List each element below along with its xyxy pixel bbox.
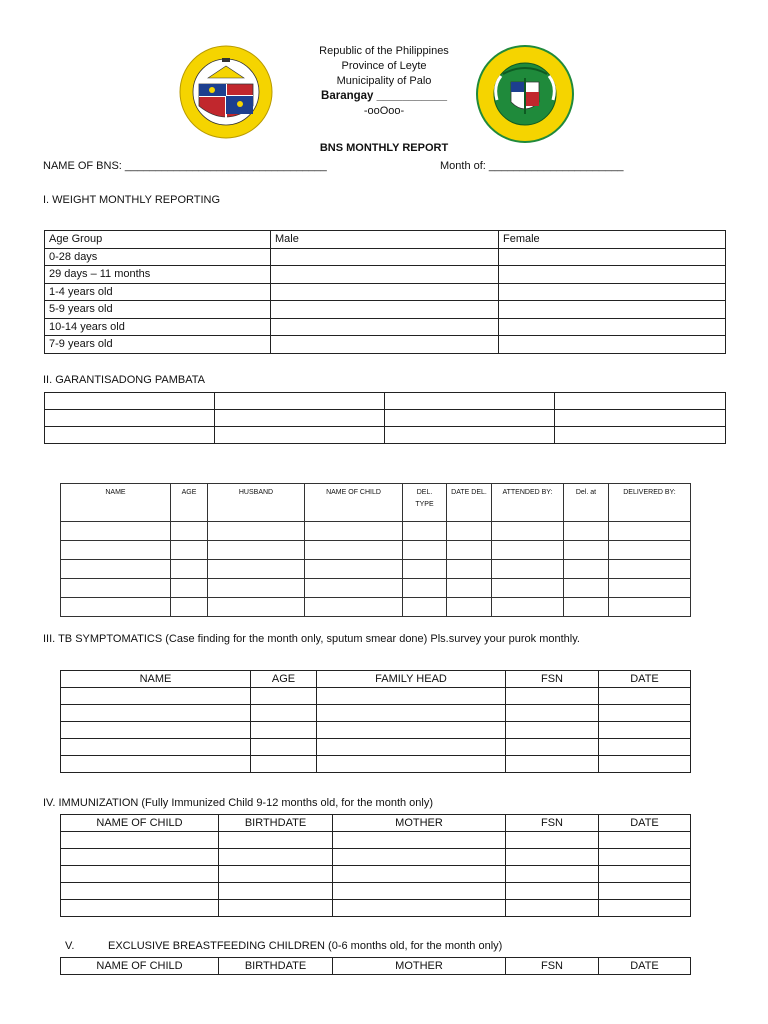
input-cell[interactable] — [61, 739, 251, 756]
input-cell[interactable] — [499, 336, 726, 354]
table-row — [61, 560, 691, 579]
section-5-number: V. — [65, 940, 75, 952]
input-cell[interactable] — [333, 866, 506, 883]
input-cell[interactable] — [271, 318, 499, 336]
input-cell[interactable] — [403, 598, 447, 617]
input-cell[interactable] — [251, 705, 317, 722]
header-ornament: -ooOoo- — [363, 105, 405, 117]
input-cell[interactable] — [251, 756, 317, 773]
input-cell[interactable] — [45, 427, 215, 444]
header-barangay: Barangay ___________ — [321, 90, 447, 102]
input-cell[interactable] — [333, 900, 506, 917]
input-cell[interactable] — [499, 266, 726, 284]
input-cell[interactable] — [251, 688, 317, 705]
table-row — [45, 283, 726, 301]
table-row — [61, 541, 691, 560]
input-cell[interactable] — [555, 410, 726, 427]
header-cell: ATTENDED BY: — [492, 484, 564, 522]
input-cell[interactable] — [403, 541, 447, 560]
header-cell: DATE — [599, 671, 691, 688]
age-group-cell: 5-9 years old — [45, 301, 271, 319]
table-row — [61, 522, 691, 541]
table-row — [61, 832, 691, 849]
name-of-bns-field[interactable]: NAME OF BNS: _________________________________ — [43, 160, 327, 172]
table-header-row — [61, 815, 691, 832]
table-row — [61, 722, 691, 739]
input-cell[interactable] — [599, 756, 691, 773]
input-cell[interactable] — [447, 541, 492, 560]
table-row — [45, 301, 726, 319]
delivery-table — [60, 483, 691, 617]
header-cell: DEL. TYPE — [403, 484, 447, 522]
header-cell: Female — [499, 231, 726, 249]
input-cell[interactable] — [171, 541, 208, 560]
doh-seal-logo — [475, 44, 575, 144]
header-cell: DATE — [599, 958, 691, 975]
header-cell: NAME OF CHILD — [61, 958, 219, 975]
input-cell[interactable] — [271, 283, 499, 301]
weight-table — [44, 230, 726, 354]
input-cell[interactable] — [333, 883, 506, 900]
input-cell[interactable] — [208, 598, 305, 617]
input-cell[interactable] — [403, 560, 447, 579]
input-cell[interactable] — [506, 866, 599, 883]
input-cell[interactable] — [219, 883, 333, 900]
input-cell[interactable] — [506, 756, 599, 773]
input-cell[interactable] — [208, 541, 305, 560]
garantisadong-pambata-table — [44, 392, 726, 444]
input-cell[interactable] — [609, 522, 691, 541]
input-cell[interactable] — [61, 866, 219, 883]
input-cell[interactable] — [333, 832, 506, 849]
input-cell[interactable] — [564, 598, 609, 617]
input-cell[interactable] — [305, 579, 403, 598]
header-cell: FSN — [506, 815, 599, 832]
table-header-row — [61, 671, 691, 688]
input-cell[interactable] — [506, 832, 599, 849]
input-cell[interactable] — [208, 560, 305, 579]
age-group-cell: 1-4 years old — [45, 283, 271, 301]
input-cell[interactable] — [317, 705, 506, 722]
input-cell[interactable] — [333, 849, 506, 866]
header-cell: FAMILY HEAD — [317, 671, 506, 688]
input-cell[interactable] — [609, 560, 691, 579]
section-1-title: I. WEIGHT MONTHLY REPORTING — [43, 194, 221, 206]
table-row — [45, 427, 726, 444]
age-group-cell: 0-28 days — [45, 248, 271, 266]
input-cell[interactable] — [564, 541, 609, 560]
input-cell[interactable] — [61, 541, 171, 560]
input-cell[interactable] — [492, 579, 564, 598]
input-cell[interactable] — [609, 598, 691, 617]
table-row — [45, 393, 726, 410]
header-cell: MOTHER — [333, 958, 506, 975]
header-cell: NAME — [61, 671, 251, 688]
header-cell: Del. at — [564, 484, 609, 522]
input-cell[interactable] — [61, 598, 171, 617]
input-cell[interactable] — [447, 598, 492, 617]
input-cell[interactable] — [447, 579, 492, 598]
input-cell[interactable] — [492, 522, 564, 541]
input-cell[interactable] — [305, 541, 403, 560]
input-cell[interactable] — [385, 393, 555, 410]
input-cell[interactable] — [215, 410, 385, 427]
section-4-title: IV. IMMUNIZATION (Fully Immunized Child 9-12 months old, for the month only) — [43, 797, 434, 809]
input-cell[interactable] — [271, 248, 499, 266]
table-header-row — [45, 231, 726, 249]
header-cell: DATE — [599, 815, 691, 832]
input-cell[interactable] — [599, 688, 691, 705]
input-cell[interactable] — [251, 722, 317, 739]
age-group-cell: 10-14 years old — [45, 318, 271, 336]
input-cell[interactable] — [219, 900, 333, 917]
input-cell[interactable] — [609, 579, 691, 598]
input-cell[interactable] — [492, 560, 564, 579]
age-group-cell: 7-9 years old — [45, 336, 271, 354]
table-row — [61, 705, 691, 722]
input-cell[interactable] — [251, 739, 317, 756]
input-cell[interactable] — [305, 522, 403, 541]
input-cell[interactable] — [171, 598, 208, 617]
input-cell[interactable] — [45, 410, 215, 427]
input-cell[interactable] — [506, 722, 599, 739]
input-cell[interactable] — [599, 866, 691, 883]
input-cell[interactable] — [385, 427, 555, 444]
table-row — [45, 266, 726, 284]
month-of-field[interactable]: Month of: ______________________ — [440, 160, 624, 172]
header-cell: BIRTHDATE — [219, 958, 333, 975]
input-cell[interactable] — [599, 722, 691, 739]
report-title: BNS MONTHLY REPORT — [319, 142, 449, 154]
input-cell[interactable] — [492, 598, 564, 617]
input-cell[interactable] — [61, 560, 171, 579]
table-row — [45, 336, 726, 354]
input-cell[interactable] — [609, 541, 691, 560]
input-cell[interactable] — [271, 336, 499, 354]
input-cell[interactable] — [506, 705, 599, 722]
input-cell[interactable] — [599, 739, 691, 756]
input-cell[interactable] — [305, 560, 403, 579]
input-cell[interactable] — [492, 541, 564, 560]
input-cell[interactable] — [61, 883, 219, 900]
header-cell: FSN — [506, 671, 599, 688]
input-cell[interactable] — [61, 522, 171, 541]
input-cell[interactable] — [499, 283, 726, 301]
table-row — [61, 756, 691, 773]
table-row — [61, 739, 691, 756]
header-cell: AGE — [171, 484, 208, 522]
table-row — [61, 900, 691, 917]
input-cell[interactable] — [499, 248, 726, 266]
input-cell[interactable] — [171, 560, 208, 579]
age-group-cell: 29 days – 11 months — [45, 266, 271, 284]
input-cell[interactable] — [506, 883, 599, 900]
input-cell[interactable] — [61, 705, 251, 722]
input-cell[interactable] — [61, 900, 219, 917]
header-cell: FSN — [506, 958, 599, 975]
palo-official-seal-logo — [178, 44, 274, 140]
input-cell[interactable] — [599, 705, 691, 722]
table-header-row — [61, 484, 691, 522]
header-cell: BIRTHDATE — [219, 815, 333, 832]
input-cell[interactable] — [506, 849, 599, 866]
input-cell[interactable] — [219, 832, 333, 849]
input-cell[interactable] — [447, 522, 492, 541]
input-cell[interactable] — [447, 560, 492, 579]
table-row — [61, 883, 691, 900]
input-cell[interactable] — [61, 756, 251, 773]
table-row — [61, 598, 691, 617]
header-cell: NAME — [61, 484, 171, 522]
input-cell[interactable] — [215, 427, 385, 444]
header-municipality: Municipality of Palo — [336, 75, 432, 87]
table-row — [45, 318, 726, 336]
input-cell[interactable] — [506, 688, 599, 705]
table-row — [61, 866, 691, 883]
input-cell[interactable] — [271, 266, 499, 284]
header-cell: DELIVERED BY: — [609, 484, 691, 522]
table-row — [61, 849, 691, 866]
table-header-row — [61, 958, 691, 975]
input-cell[interactable] — [403, 579, 447, 598]
input-cell[interactable] — [555, 393, 726, 410]
input-cell[interactable] — [171, 579, 208, 598]
input-cell[interactable] — [171, 522, 208, 541]
input-cell[interactable] — [506, 900, 599, 917]
header-cell: Age Group — [45, 231, 271, 249]
header-cell: NAME OF CHILD — [305, 484, 403, 522]
table-row — [61, 688, 691, 705]
input-cell[interactable] — [555, 427, 726, 444]
header-cell: DATE DEL. — [447, 484, 492, 522]
header-cell: MOTHER — [333, 815, 506, 832]
input-cell[interactable] — [219, 849, 333, 866]
table-row — [45, 248, 726, 266]
header-cell: HUSBAND — [208, 484, 305, 522]
input-cell[interactable] — [61, 832, 219, 849]
header-cell: NAME OF CHILD — [61, 815, 219, 832]
input-cell[interactable] — [61, 688, 251, 705]
input-cell[interactable] — [499, 301, 726, 319]
input-cell[interactable] — [215, 393, 385, 410]
letterhead — [284, 44, 484, 119]
section-2-title: II. GARANTISADONG PAMBATA — [43, 374, 205, 386]
header-cell: Male — [271, 231, 499, 249]
input-cell[interactable] — [219, 866, 333, 883]
input-cell[interactable] — [564, 560, 609, 579]
input-cell[interactable] — [599, 832, 691, 849]
breastfeeding-table — [60, 957, 691, 975]
input-cell[interactable] — [599, 900, 691, 917]
input-cell[interactable] — [208, 522, 305, 541]
section-5-title: EXCLUSIVE BREASTFEEDING CHILDREN (0-6 months old, for the month only) — [108, 940, 503, 952]
input-cell[interactable] — [564, 522, 609, 541]
input-cell[interactable] — [61, 579, 171, 598]
header-republic: Republic of the Philippines — [319, 45, 449, 57]
table-row — [45, 410, 726, 427]
input-cell[interactable] — [506, 739, 599, 756]
header-province: Province of Leyte — [341, 60, 427, 72]
section-3-title: III. TB SYMPTOMATICS (Case finding for the month only, sputum smear done) Pls.survey your purok monthly. — [43, 633, 580, 645]
input-cell[interactable] — [317, 688, 506, 705]
input-cell[interactable] — [271, 301, 499, 319]
input-cell[interactable] — [305, 598, 403, 617]
immunization-table — [60, 814, 691, 917]
input-cell[interactable] — [599, 883, 691, 900]
input-cell[interactable] — [564, 579, 609, 598]
input-cell[interactable] — [61, 722, 251, 739]
input-cell[interactable] — [403, 522, 447, 541]
input-cell[interactable] — [499, 318, 726, 336]
input-cell[interactable] — [317, 756, 506, 773]
input-cell[interactable] — [208, 579, 305, 598]
input-cell[interactable] — [317, 722, 506, 739]
input-cell[interactable] — [599, 849, 691, 866]
table-row — [61, 579, 691, 598]
header-cell: AGE — [251, 671, 317, 688]
input-cell[interactable] — [45, 393, 215, 410]
input-cell[interactable] — [317, 739, 506, 756]
input-cell[interactable] — [385, 410, 555, 427]
tb-symptomatics-table — [60, 670, 691, 773]
input-cell[interactable] — [61, 849, 219, 866]
